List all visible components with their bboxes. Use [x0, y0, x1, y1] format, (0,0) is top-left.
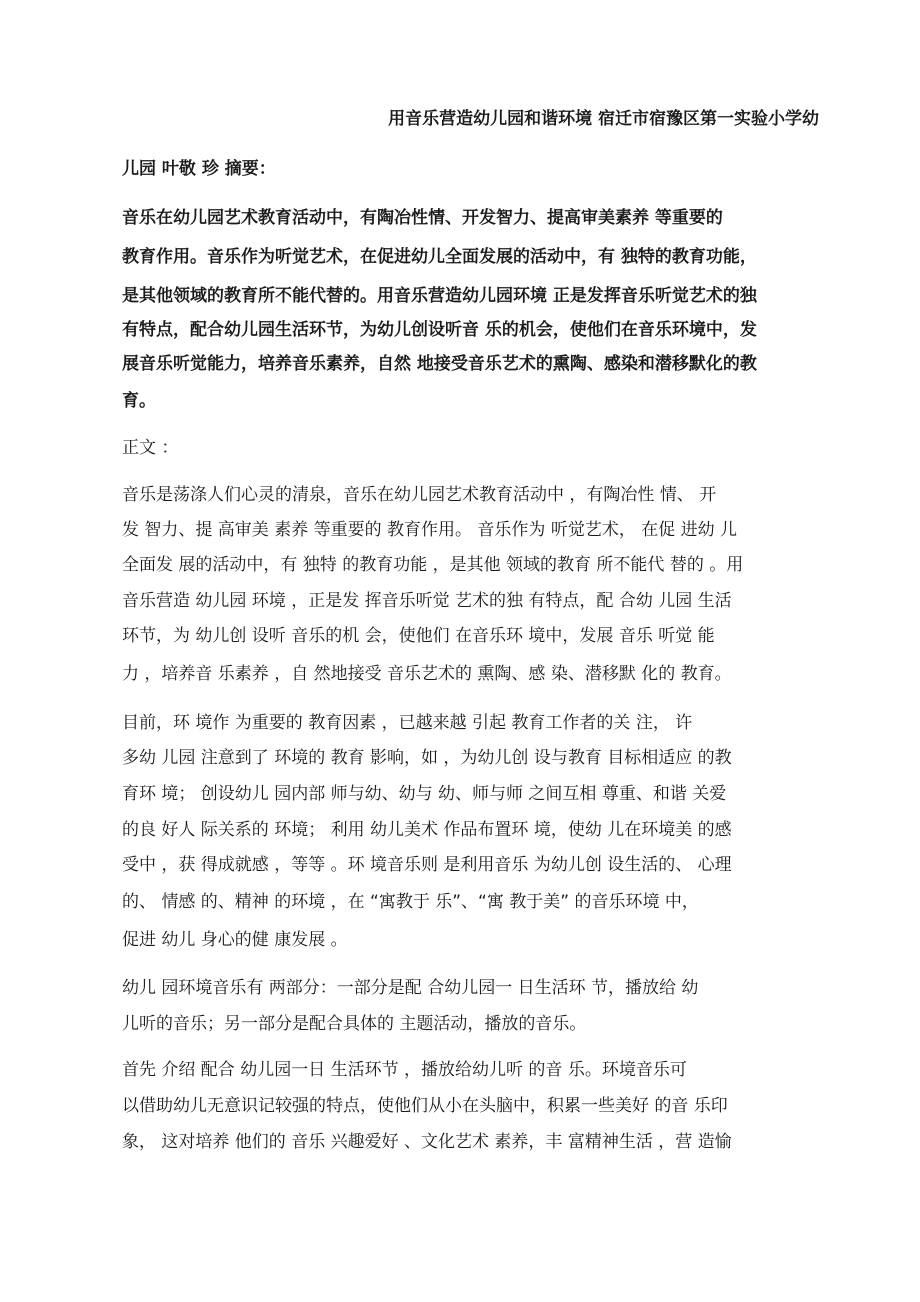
paragraph-line: 全面发 展的活动中，有 独特 的教育功能 ，是其他 领域的教育 所不能代 替的 。用: [122, 555, 744, 575]
paragraph-line: 发 智力、提 高审美 素养 等重要的 教育作用。 音乐作为 听觉艺术， 在促 进幼 儿: [122, 520, 738, 540]
paragraph-line: 多幼 儿园 注意到了 环境的 教育 影响，如 ，为幼儿创 设与教育 目标相适应 的教: [122, 748, 732, 768]
paragraph-line: 音乐是荡涤人们心灵的清泉，音乐在幼儿园艺术教育活动中 ，有陶冶性 情、 开: [122, 485, 717, 505]
paragraph-line: 音乐营造 幼儿园 环境 ，正是发 挥音乐听觉 艺术的独 有特点，配 合幼 儿园 生活: [122, 591, 732, 611]
paragraph-line: 目前，环 境作 为重要的 教育因素 ，已越来越 引起 教育工作者的关 注， 许: [122, 713, 693, 733]
paragraph-line: 育环 境； 创设幼儿 园内部 师与幼、幼与 幼、师与师 之间互相 尊重、和谐 关爱: [122, 784, 727, 804]
abstract-line: 有特点，配合幼儿园生活环节，为幼儿创设听音 乐的机会，使他们在音乐环境中，发: [122, 320, 757, 340]
title-line-2: 儿园 叶敬 珍 摘要：: [122, 159, 276, 179]
paragraph-line: 促进 幼儿 身心的健 康发展 。: [122, 930, 348, 950]
paragraph-line: 以借助幼儿无意识记较强的特点，使他们从小在头脑中，积累一些美好 的音 乐印: [122, 1096, 728, 1116]
abstract-line: 育。: [122, 391, 156, 411]
paragraph-line: 的良 好人 际关系的 环境； 利用 幼儿美术 作品布置环 境，使幼 儿在环境美 的感: [122, 820, 732, 840]
abstract-line: 是其他领域的教育所不能代替的。用音乐营造幼儿园环境 正是发挥音乐听觉艺术的独: [122, 286, 757, 306]
paragraph-line: 的、 情感 的、精神 的环境 ，在 “寓教于 乐”、“寓 教于美” 的音乐环境 中，: [122, 892, 699, 912]
paragraph-line: 环节，为 幼儿创 设听 音乐的机 会，使他们 在音乐环 境中，发展 音乐 听觉 能: [122, 626, 715, 646]
abstract-line: 展音乐听觉能力，培养音乐素养，自然 地接受音乐艺术的熏陶、感染和潜移默化的教: [122, 354, 757, 374]
paragraph-line: 儿听的音乐；另一部分是配合具体的 主题活动，播放的音乐。: [122, 1014, 587, 1034]
title-line-1: 用音乐营造幼儿园和谐环境 宿迁市宿豫区第一实验小学幼: [388, 109, 819, 129]
abstract-line: 音乐在幼儿园艺术教育活动中，有陶冶性情、开发智力、提高审美素养 等重要的: [122, 208, 723, 228]
paragraph-line: 首先 介绍 配合 幼儿园一日 生活环节 ，播放给幼儿听 的音 乐。环境音乐可: [122, 1060, 687, 1080]
paragraph-line: 象， 这对培养 他们的 音乐 兴趣爱好 、文化艺术 素养，丰 富精神生活 ，营 造愉: [122, 1132, 732, 1152]
body-heading: 正文 ：: [122, 438, 179, 458]
paragraph-line: 幼儿 园环境音乐有 两部分：一部分是配 合幼儿园一 日生活环 节，播放给 幼: [122, 978, 699, 998]
paragraph-line: 力 ，培养音 乐素养 ，自 然地接受 音乐艺术的 熏陶、感 染、潜移默 化的 教育。: [122, 664, 732, 684]
paragraph-line: 受中 ，获 得成就感 ，等等 。环 境音乐则 是利用音乐 为幼儿创 设生活的、 心理: [122, 855, 732, 875]
abstract-line: 教育作用。音乐作为听觉艺术，在促进幼儿全面发展的活动中，有 独特的教育功能，: [122, 247, 757, 267]
